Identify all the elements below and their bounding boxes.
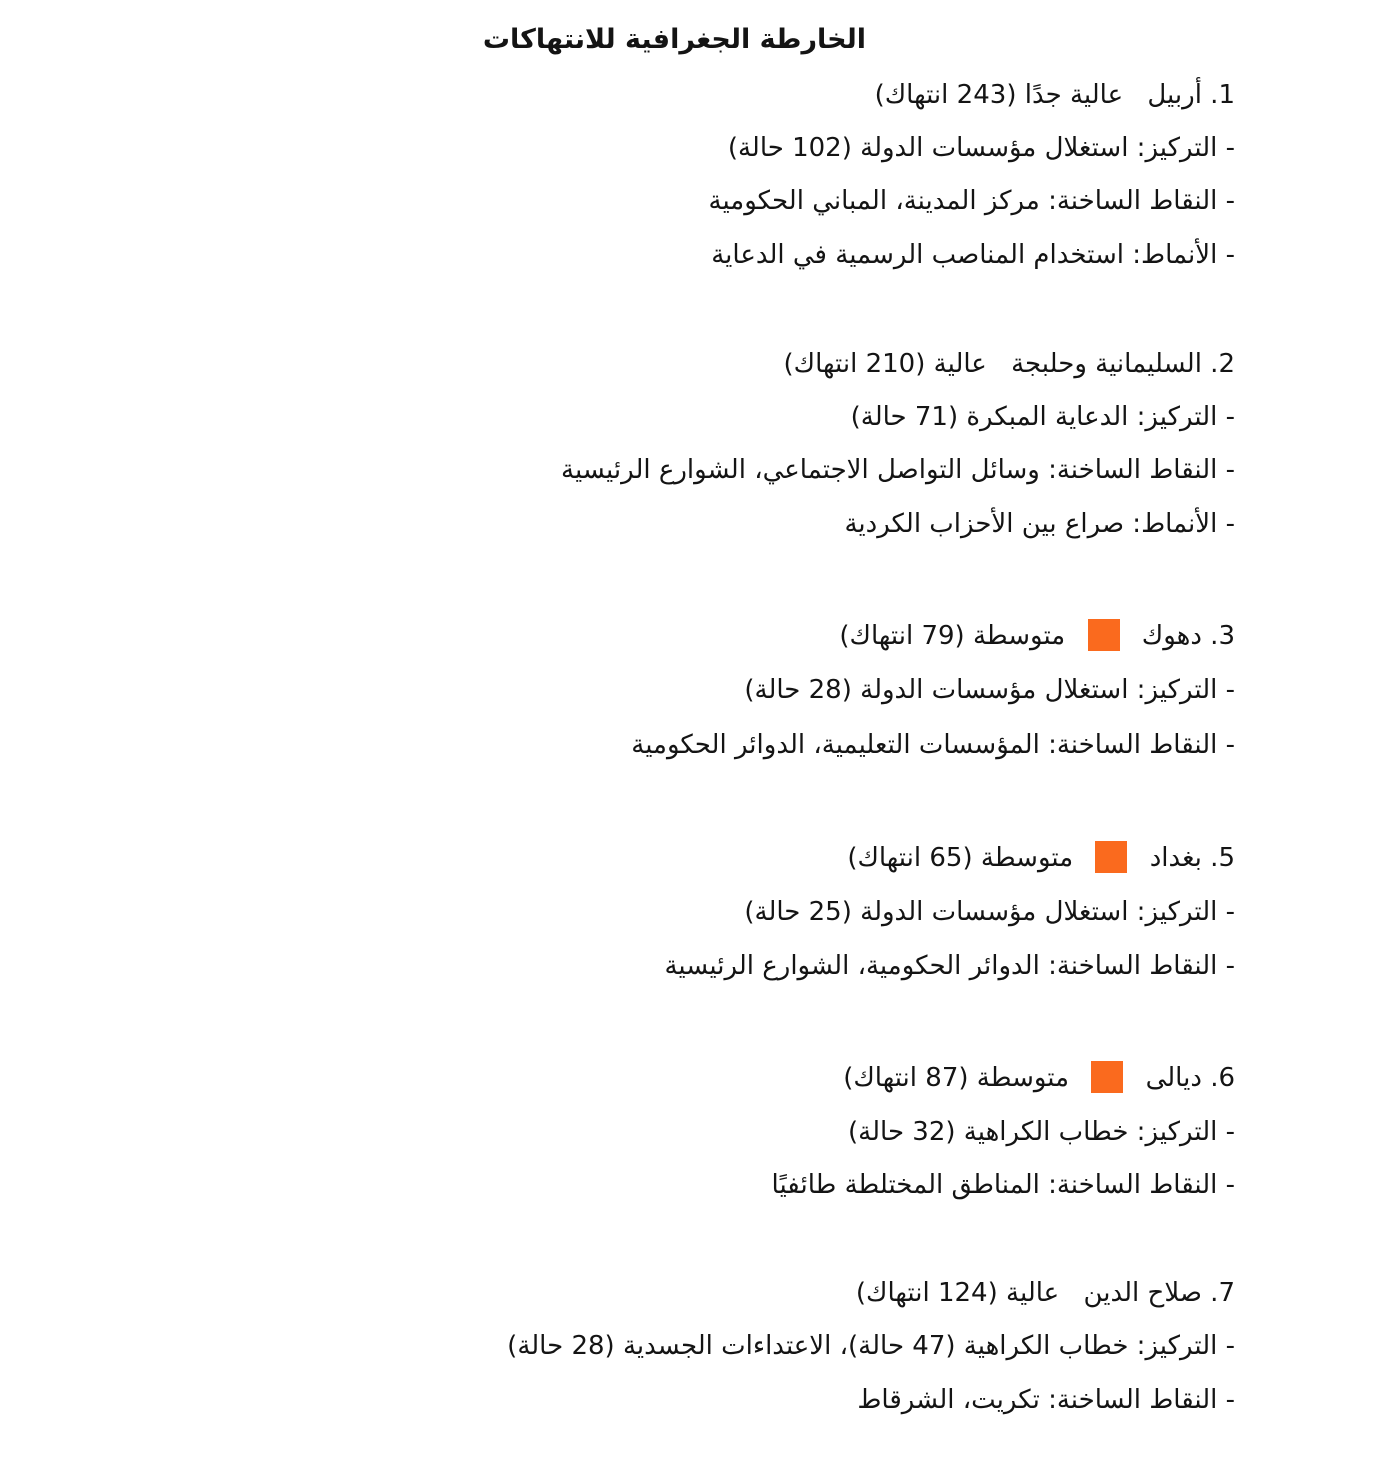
region-1-focus: - التركيز: استغلال مؤسسات الدولة (102 حالة) xyxy=(727,133,1235,163)
violation-count: (79 انتهاك) xyxy=(839,621,965,651)
page-title: الخارطة الجغرافية للانتهاكات xyxy=(482,24,866,55)
severity-level: متوسطة xyxy=(972,621,1066,651)
severity-level: عالية xyxy=(933,349,987,379)
violation-count: (210 انتهاك) xyxy=(783,349,926,379)
region-2-hotspots: - النقاط الساخنة: وسائل التواصل الاجتماعي، الشوارع الرئيسية xyxy=(561,455,1235,485)
violation-count: (87 انتهاك) xyxy=(843,1063,969,1093)
region-heading-5 xyxy=(847,840,1235,876)
region-name: 2. السليمانية وحلبجة xyxy=(1011,349,1235,379)
region-name: 7. صلاح الدين xyxy=(1083,1278,1235,1308)
severity-level: متوسطة xyxy=(980,843,1074,873)
severity-marker-icon xyxy=(1088,619,1120,651)
violation-count: (124 انتهاك) xyxy=(855,1278,998,1308)
region-7-focus: - التركيز: خطاب الكراهية (47 حالة)، الاعتداءات الجسدية (28 حالة) xyxy=(507,1331,1235,1361)
region-6-focus: - التركيز: خطاب الكراهية (32 حالة) xyxy=(848,1117,1235,1147)
region-3-focus: - التركيز: استغلال مؤسسات الدولة (28 حالة) xyxy=(744,675,1235,705)
region-1-hotspots: - النقاط الساخنة: مركز المدينة، المباني الحكومية xyxy=(708,186,1235,216)
region-2-focus: - التركيز: الدعاية المبكرة (71 حالة) xyxy=(850,402,1235,432)
severity-level: عالية جدًا xyxy=(1024,80,1124,110)
region-6-hotspots: - النقاط الساخنة: المناطق المختلطة طائفيًا xyxy=(771,1170,1235,1200)
region-heading-1 xyxy=(875,77,1235,113)
region-name: 5. بغداد xyxy=(1149,843,1235,873)
region-1-patterns: - الأنماط: استخدام المناصب الرسمية في الدعاية xyxy=(711,240,1235,270)
severity-marker-icon xyxy=(1095,841,1127,873)
region-name: 1. أربيل xyxy=(1147,80,1235,110)
violation-count: (243 انتهاك) xyxy=(874,80,1017,110)
violation-count: (65 انتهاك) xyxy=(847,843,973,873)
region-2-patterns: - الأنماط: صراع بين الأحزاب الكردية xyxy=(844,509,1235,539)
region-heading-3 xyxy=(839,618,1235,654)
region-7-hotspots: - النقاط الساخنة: تكريت، الشرقاط xyxy=(857,1385,1235,1415)
region-5-focus: - التركيز: استغلال مؤسسات الدولة (25 حالة) xyxy=(744,897,1235,927)
region-3-hotspots: - النقاط الساخنة: المؤسسات التعليمية، الدوائر الحكومية xyxy=(631,730,1235,760)
region-name: 3. دهوك xyxy=(1141,621,1235,651)
region-heading-2 xyxy=(784,346,1235,382)
region-heading-7 xyxy=(856,1275,1235,1311)
severity-level: عالية xyxy=(1006,1278,1060,1308)
severity-marker-icon xyxy=(1091,1061,1123,1093)
region-5-hotspots: - النقاط الساخنة: الدوائر الحكومية، الشوارع الرئيسية xyxy=(664,951,1235,981)
region-heading-6 xyxy=(843,1060,1235,1096)
severity-level: متوسطة xyxy=(976,1063,1070,1093)
region-name: 6. ديالى xyxy=(1145,1063,1235,1093)
